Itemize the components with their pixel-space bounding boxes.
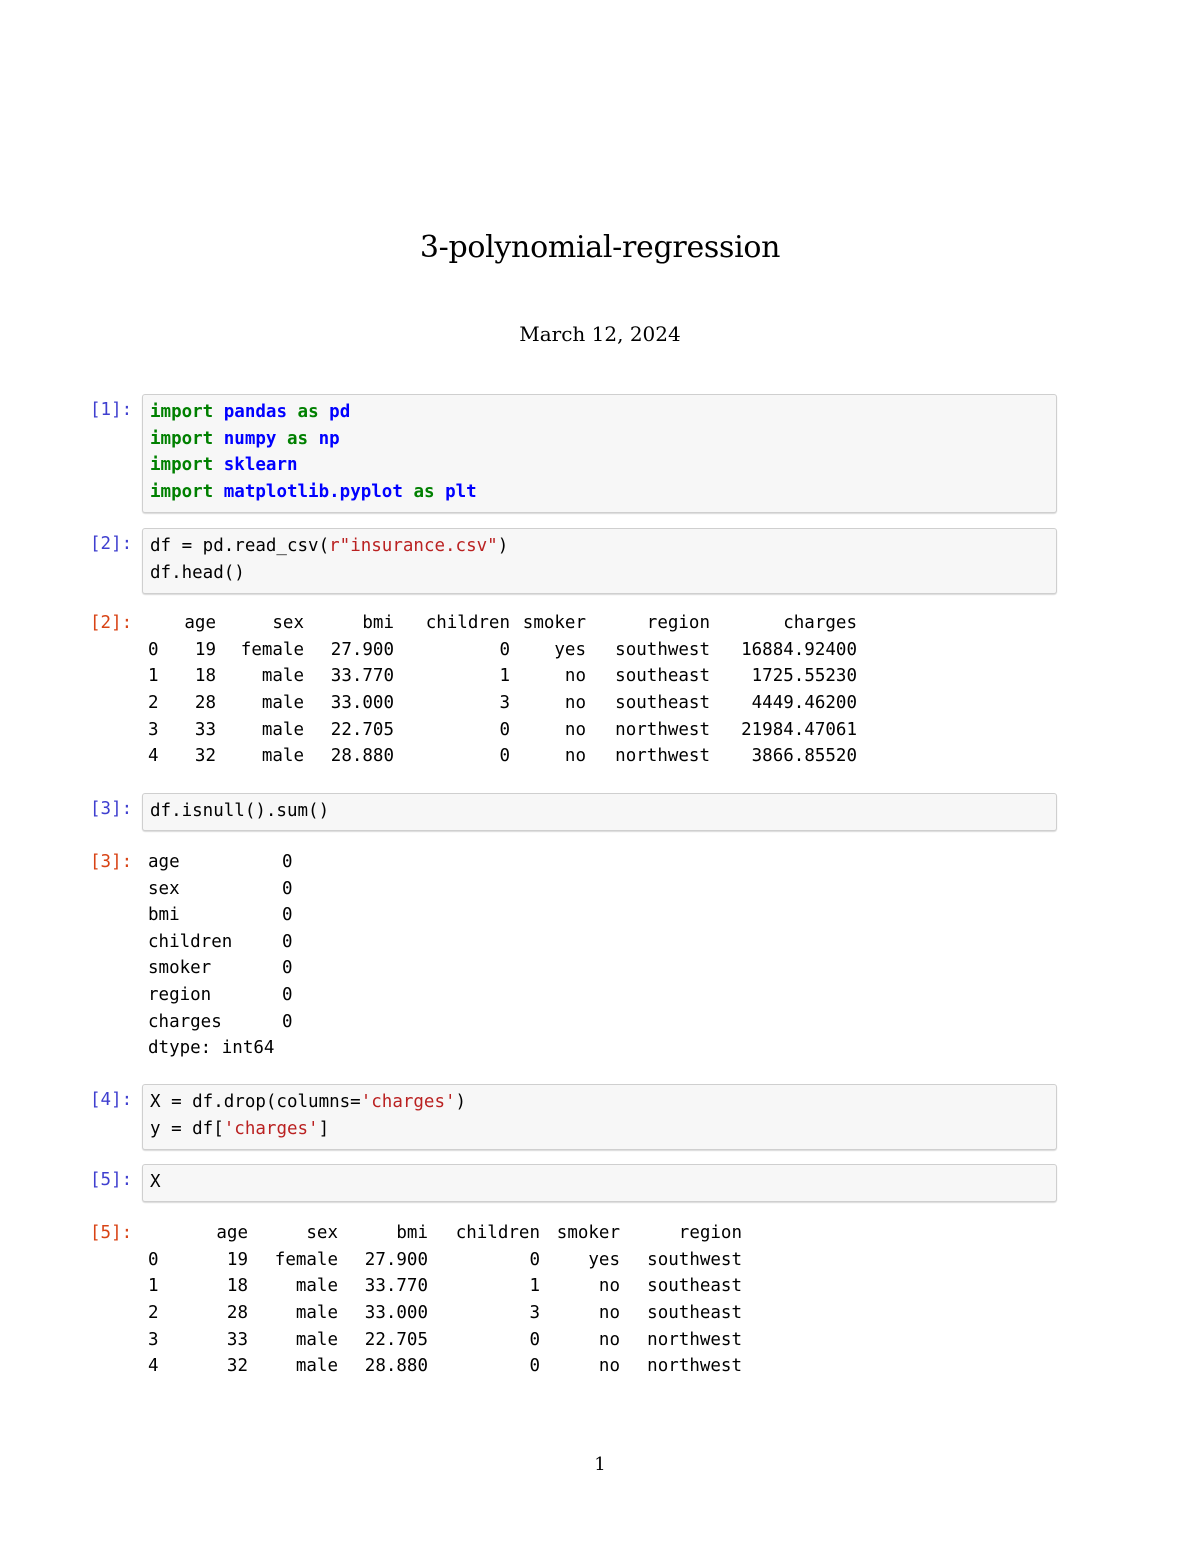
row-index: 4 xyxy=(148,746,159,767)
table-cell: 33.000 xyxy=(364,1303,428,1324)
cell-5-output-prompt: [5]: xyxy=(90,1223,133,1243)
table-cell: 27.900 xyxy=(330,639,394,660)
table-cell: female xyxy=(240,639,304,660)
row-index: 2 xyxy=(148,1303,159,1324)
code-line: import matplotlib.pyplot as plt xyxy=(150,481,477,502)
table-cell: 3 xyxy=(529,1303,540,1324)
row-index: 3 xyxy=(148,719,159,740)
table-row xyxy=(148,637,857,664)
table-cell: 19 xyxy=(194,639,216,660)
dtype-line: dtype: int64 xyxy=(148,1038,275,1059)
table-cell: southwest xyxy=(647,1249,742,1270)
table-cell: 18 xyxy=(226,1276,248,1297)
row-index: 4 xyxy=(148,1356,159,1377)
series-row: smoker 0 xyxy=(148,958,293,979)
table-cell: 28 xyxy=(226,1303,248,1324)
series-row: sex 0 xyxy=(148,878,293,899)
table-cell: yes xyxy=(588,1249,620,1270)
table-cell: male xyxy=(295,1276,338,1297)
table-cell: 0 xyxy=(529,1329,540,1350)
table-cell: southwest xyxy=(615,639,710,660)
table-cell: 28 xyxy=(194,693,216,714)
document-date: March 12, 2024 xyxy=(519,322,681,346)
table-cell: no xyxy=(598,1276,620,1297)
table-cell: 33 xyxy=(226,1329,248,1350)
table-cell: 27.900 xyxy=(364,1249,428,1270)
table-cell: 16884.92400 xyxy=(741,639,857,660)
table-cell: northwest xyxy=(615,719,710,740)
cell-1-code[interactable] xyxy=(142,394,1057,513)
cell-2-output-dataframe xyxy=(148,610,857,770)
table-row xyxy=(148,1326,742,1353)
table-cell: female xyxy=(274,1249,338,1270)
cell-5-input-prompt: [5]: xyxy=(90,1170,133,1190)
table-cell: northwest xyxy=(647,1356,742,1377)
table-cell: male xyxy=(261,719,304,740)
table-cell: no xyxy=(564,666,586,687)
table-cell: 22.705 xyxy=(364,1329,428,1350)
table-cell: yes xyxy=(554,639,586,660)
table-cell: 32 xyxy=(194,746,216,767)
document-title: 3-polynomial-regression xyxy=(419,230,781,265)
cell-1-input-prompt: [1]: xyxy=(90,400,133,420)
series-row: children 0 xyxy=(148,931,293,952)
table-cell: 33.770 xyxy=(330,666,394,687)
table-cell: 0 xyxy=(499,746,510,767)
table-cell: southeast xyxy=(615,666,710,687)
table-cell: 1 xyxy=(499,666,510,687)
cell-5-output-dataframe xyxy=(148,1220,742,1380)
table-cell: no xyxy=(598,1329,620,1350)
table-cell: no xyxy=(598,1303,620,1324)
table-row xyxy=(148,1353,742,1380)
series-row: bmi 0 xyxy=(148,905,293,926)
code-line: import sklearn xyxy=(150,455,298,476)
table-cell: 0 xyxy=(499,719,510,740)
code-line: import numpy as np xyxy=(150,428,340,449)
cell-3-code[interactable]: df.isnull().sum() xyxy=(142,793,1057,831)
cell-3-output-prompt: [3]: xyxy=(90,852,133,872)
row-index: 2 xyxy=(148,693,159,714)
table-cell: male xyxy=(261,746,304,767)
table-cell: southeast xyxy=(647,1303,742,1324)
table-cell: 33 xyxy=(194,719,216,740)
table-cell: 22.705 xyxy=(330,719,394,740)
table-cell: 33.000 xyxy=(330,693,394,714)
row-index: 1 xyxy=(148,666,159,687)
table-cell: southeast xyxy=(615,693,710,714)
table-cell: 0 xyxy=(529,1249,540,1270)
table-row xyxy=(148,743,857,770)
table-row xyxy=(148,1273,742,1300)
table-row xyxy=(148,663,857,690)
row-index: 3 xyxy=(148,1329,159,1350)
table-cell: 1725.55230 xyxy=(751,666,857,687)
table-cell: southeast xyxy=(647,1276,742,1297)
cell-2-input-prompt: [2]: xyxy=(90,534,133,554)
table-cell: 1 xyxy=(529,1276,540,1297)
table-cell: no xyxy=(564,746,586,767)
table-cell: 28.880 xyxy=(330,746,394,767)
table-cell: male xyxy=(261,693,304,714)
dataframe-table: age sex bmi children smoker region charges 0 19 female 27.900 0 yes southwest 16884.92400 1 18 male 33.770 1 no southeast 1725.55230 2 28 male 33.000 3 no southeast 4449.46200 3 33 male 22.705 0 no northwest 21984.47061 4 32 male 28.880 0 no northwest 3866.85520 xyxy=(148,610,857,770)
cell-3-input-prompt: [3]: xyxy=(90,799,133,819)
table-cell: 3866.85520 xyxy=(751,746,857,767)
table-cell: male xyxy=(261,666,304,687)
table-cell: male xyxy=(295,1303,338,1324)
table-cell: 18 xyxy=(194,666,216,687)
table-cell: northwest xyxy=(647,1329,742,1350)
table-cell: no xyxy=(564,693,586,714)
table-row xyxy=(148,1300,742,1327)
table-cell: male xyxy=(295,1329,338,1350)
table-cell: northwest xyxy=(615,746,710,767)
table-row xyxy=(148,1247,742,1274)
table-cell: 28.880 xyxy=(364,1356,428,1377)
dataframe-table: age sex bmi children smoker region 0 19 female 27.900 0 yes southwest 1 18 male 33.770 1 no southeast 2 28 male 33.000 3 no southeast 3 33 male 22.705 0 no northwest 4 32 male 28.880 0 no northwest xyxy=(148,1220,742,1380)
code-line: import pandas as pd xyxy=(150,402,351,422)
table-cell: 4449.46200 xyxy=(751,693,857,714)
table-cell: 33.770 xyxy=(364,1276,428,1297)
row-index: 1 xyxy=(148,1276,159,1297)
page-number: 1 xyxy=(594,1454,606,1475)
table-cell: 3 xyxy=(499,693,510,714)
table-cell: 0 xyxy=(529,1356,540,1377)
table-cell: male xyxy=(295,1356,338,1377)
series-row: charges 0 xyxy=(148,1011,293,1032)
table-row xyxy=(148,716,857,743)
table-cell: no xyxy=(564,719,586,740)
table-cell: 19 xyxy=(226,1249,248,1270)
cell-5-code[interactable]: X xyxy=(142,1164,1057,1202)
cell-4-input-prompt: [4]: xyxy=(90,1090,133,1110)
row-index: 0 xyxy=(148,1249,159,1270)
table-cell: 21984.47061 xyxy=(741,719,857,740)
cell-2-code[interactable]: df = pd.read_csv(r"insurance.csv") df.head() xyxy=(142,528,1057,594)
table-cell: no xyxy=(598,1356,620,1377)
table-cell: 0 xyxy=(499,639,510,660)
cell-2-output-prompt: [2]: xyxy=(90,613,133,633)
cell-3-output-series xyxy=(148,849,293,1062)
series-row: age 0 xyxy=(148,852,293,872)
table-cell: 32 xyxy=(226,1356,248,1377)
row-index: 0 xyxy=(148,639,159,660)
table-row xyxy=(148,690,857,717)
cell-4-code[interactable]: X = df.drop(columns='charges') y = df['charges'] xyxy=(142,1084,1057,1150)
series-row: region 0 xyxy=(148,984,293,1005)
